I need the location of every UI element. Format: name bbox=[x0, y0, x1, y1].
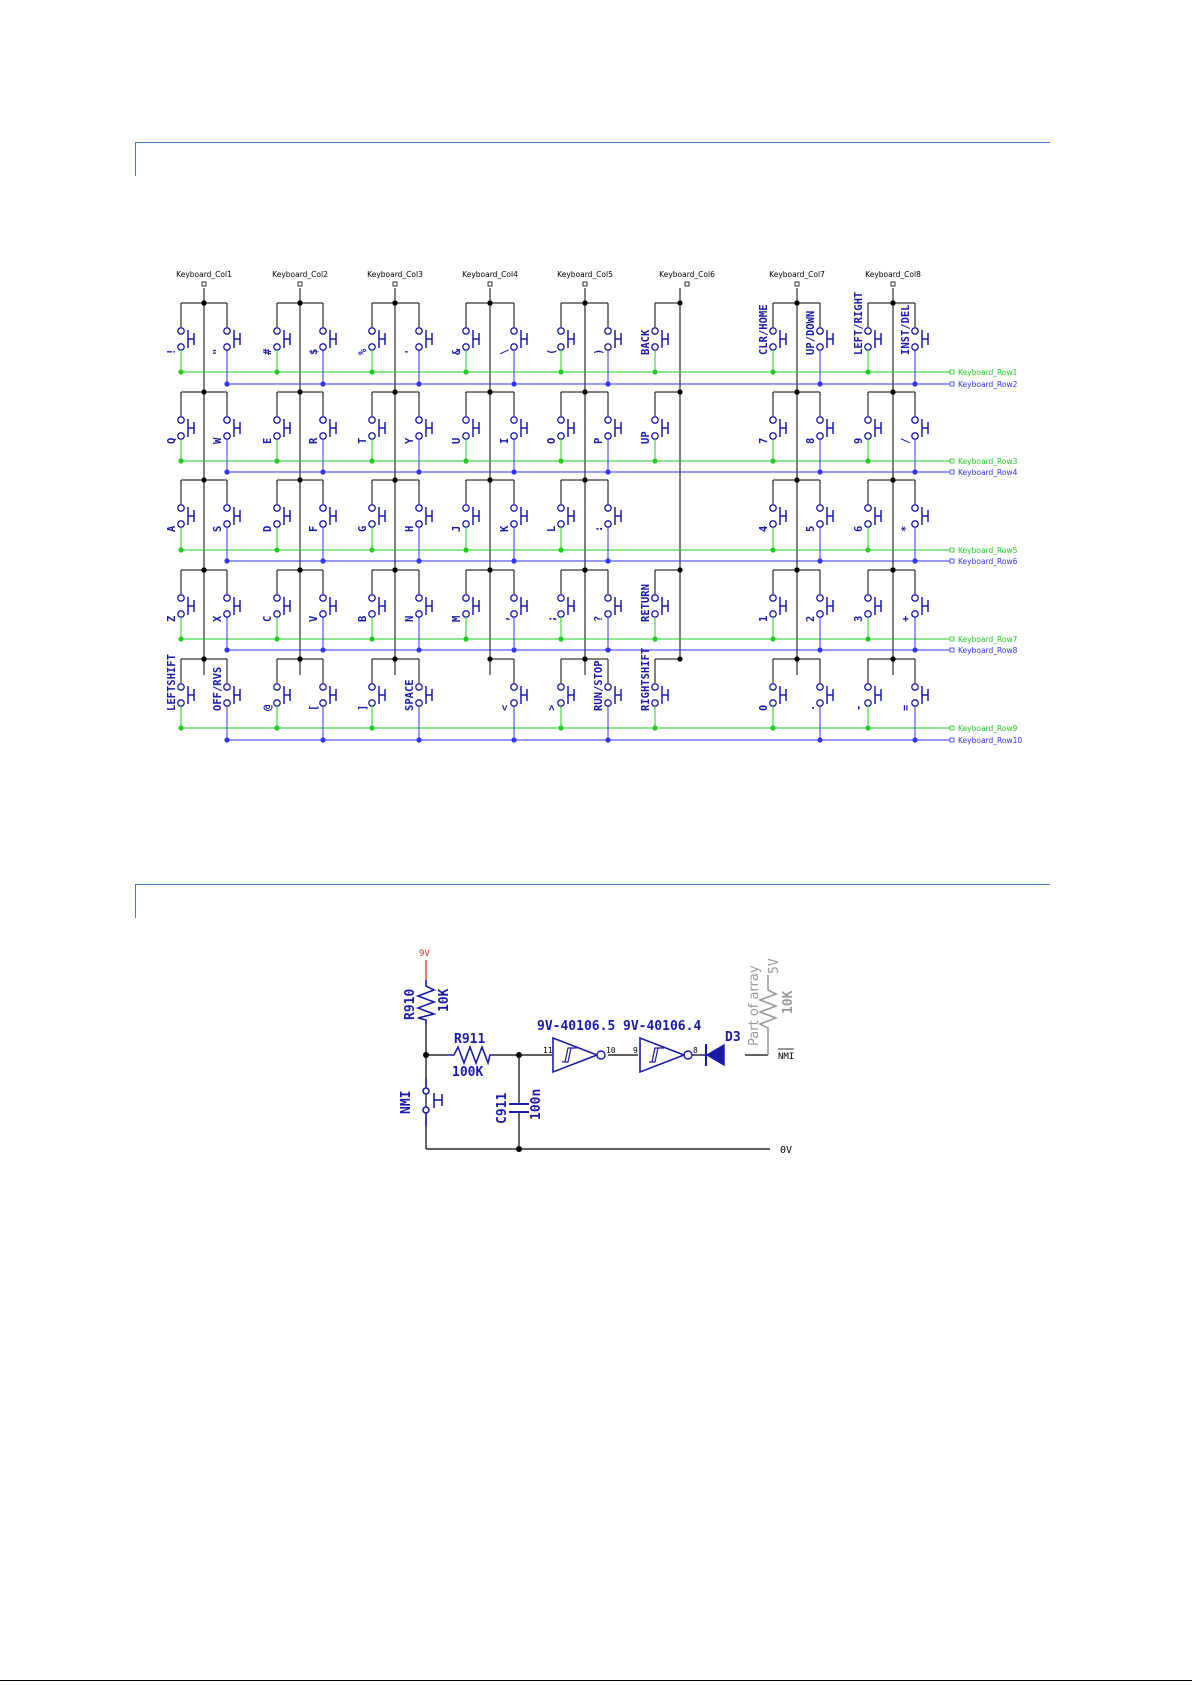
gate2-schmitt-inverter bbox=[640, 1038, 684, 1072]
key-label: 8 bbox=[805, 437, 817, 444]
key-label: O bbox=[546, 437, 558, 444]
key-label: 0 bbox=[758, 704, 770, 711]
key-label: X bbox=[212, 615, 224, 622]
key-label: OFF/RVS bbox=[212, 666, 224, 711]
key-label: & bbox=[451, 348, 463, 355]
key-label: BACK bbox=[640, 329, 652, 355]
supply-9v-label: 9V bbox=[419, 949, 430, 959]
key-label: F bbox=[308, 525, 320, 532]
row-label: Keyboard_Row4 bbox=[958, 468, 1018, 477]
key-label: ( bbox=[546, 348, 558, 355]
column-label: Keyboard_Col5 bbox=[557, 270, 613, 279]
r910-value: 10K bbox=[437, 988, 452, 1012]
key-label: 7 bbox=[758, 437, 770, 444]
key-label: \ bbox=[499, 348, 511, 355]
row-label: Keyboard_Row7 bbox=[958, 635, 1018, 644]
key-label: B bbox=[357, 615, 369, 622]
key-label: 4 bbox=[758, 525, 770, 532]
key-label: 1 bbox=[758, 615, 770, 622]
junction-dot bbox=[516, 1052, 522, 1058]
key-label: ! bbox=[166, 348, 178, 355]
ground-label: 0V bbox=[780, 1145, 793, 1156]
gate2-in-pin: 9 bbox=[633, 1046, 638, 1055]
column-label: Keyboard_Col2 bbox=[272, 270, 328, 279]
key-label: H bbox=[404, 525, 416, 532]
r910-name: R910 bbox=[403, 988, 418, 1020]
c911-value: 100n bbox=[529, 1088, 544, 1120]
row-label: Keyboard_Row6 bbox=[958, 557, 1018, 566]
key-label: INST/DEL bbox=[900, 304, 912, 355]
column-label: Keyboard_Col7 bbox=[769, 270, 825, 279]
gate1-hysteresis-symbol bbox=[562, 1048, 577, 1062]
key-label: L bbox=[546, 525, 558, 532]
row-label: Keyboard_Row1 bbox=[958, 368, 1018, 377]
d3-name: D3 bbox=[725, 1030, 741, 1045]
row-label: Keyboard_Row2 bbox=[958, 380, 1018, 389]
column-label: Keyboard_Col8 bbox=[865, 270, 921, 279]
column-label: Keyboard_Col6 bbox=[659, 270, 715, 279]
key-label: 2 bbox=[805, 615, 817, 622]
gate2-out-pin: 8 bbox=[693, 1046, 698, 1055]
key-label: 6 bbox=[853, 525, 865, 532]
key-label: T bbox=[357, 437, 369, 444]
key-label: @ bbox=[262, 704, 274, 711]
key-label: < bbox=[499, 704, 511, 711]
key-label: 3 bbox=[853, 615, 865, 622]
key-label: LEFT/RIGHT bbox=[853, 291, 865, 355]
key-label: A bbox=[166, 525, 178, 532]
key-label: J bbox=[451, 525, 463, 532]
key-label: [ bbox=[308, 704, 320, 711]
key-label: : bbox=[593, 525, 605, 532]
key-label: K bbox=[499, 525, 511, 532]
key-label: / bbox=[900, 437, 912, 444]
junction-dot bbox=[423, 1052, 429, 1058]
key-label: > bbox=[546, 704, 558, 711]
junction-dot bbox=[516, 1146, 522, 1152]
row-label: Keyboard_Row8 bbox=[958, 646, 1018, 655]
key-label: % bbox=[357, 348, 369, 355]
pullup-resistor bbox=[760, 975, 776, 1055]
key-label: ] bbox=[357, 704, 369, 711]
key-label: C bbox=[262, 615, 274, 622]
key-label: N bbox=[404, 615, 416, 622]
r911-resistor bbox=[448, 1047, 492, 1063]
key-label: D bbox=[262, 525, 274, 532]
key-label: . bbox=[805, 704, 817, 711]
row-label: Keyboard_Row9 bbox=[958, 724, 1018, 733]
gate1-name: 9V-40106.5 bbox=[537, 1019, 616, 1034]
key-label: 9 bbox=[853, 437, 865, 444]
key-label: ' bbox=[404, 348, 416, 355]
key-label: R bbox=[308, 437, 320, 444]
key-label: * bbox=[900, 525, 912, 532]
key-label: = bbox=[900, 704, 912, 711]
row-label: Keyboard_Row5 bbox=[958, 546, 1018, 555]
gate2-output-bubble bbox=[684, 1051, 692, 1059]
key-label: RUN/STOP bbox=[593, 660, 605, 711]
key-label: G bbox=[357, 525, 369, 532]
r911-value: 100K bbox=[452, 1065, 484, 1080]
key-label: $ bbox=[308, 348, 320, 355]
key-label: V bbox=[308, 615, 320, 622]
pullup-note: Part of array bbox=[747, 965, 762, 1046]
pullup-supply: 5V bbox=[767, 958, 782, 974]
key-label: , bbox=[499, 615, 511, 622]
d3-diode bbox=[700, 1044, 724, 1066]
key-label: # bbox=[262, 348, 274, 355]
key-label: " bbox=[212, 348, 224, 355]
key-label: + bbox=[900, 615, 912, 622]
key-label: Z bbox=[166, 615, 178, 622]
key-label: Q bbox=[166, 437, 178, 444]
key-label: S bbox=[212, 525, 224, 532]
nmi-switch-label: NMI bbox=[399, 1090, 414, 1114]
gate2-name: 9V-40106.4 bbox=[623, 1019, 702, 1034]
key-label: RIGHTSHIFT bbox=[640, 647, 652, 711]
gate1-output-bubble bbox=[597, 1051, 605, 1059]
row-label: Keyboard_Row3 bbox=[958, 457, 1018, 466]
pullup-value: 10K bbox=[781, 990, 796, 1014]
column-label: Keyboard_Col1 bbox=[176, 270, 232, 279]
key-label: 5 bbox=[805, 525, 817, 532]
key-label: M bbox=[451, 615, 463, 622]
r911-name: R911 bbox=[454, 1032, 486, 1047]
key-label: UP/DOWN bbox=[805, 310, 817, 355]
key-label: U bbox=[451, 437, 463, 444]
nmi-net-label: NMI bbox=[778, 1052, 795, 1062]
gate1-out-pin: 10 bbox=[606, 1046, 616, 1055]
c911-name: C911 bbox=[495, 1092, 510, 1124]
key-label: LEFTSHIFT bbox=[166, 654, 178, 711]
key-label: CLR/HOME bbox=[758, 304, 770, 355]
key-label: ) bbox=[593, 348, 605, 355]
key-label: P bbox=[593, 437, 605, 444]
gate1-schmitt-inverter bbox=[553, 1038, 597, 1072]
key-label: UP bbox=[640, 431, 652, 444]
key-label: - bbox=[853, 704, 865, 711]
key-label: ; bbox=[546, 615, 558, 622]
page-bottom-rule bbox=[0, 1680, 1192, 1681]
key-label: Y bbox=[404, 437, 416, 444]
key-label: RETURN bbox=[640, 584, 652, 622]
r910-resistor bbox=[418, 980, 434, 1024]
key-label: I bbox=[499, 437, 511, 444]
key-label: E bbox=[262, 437, 274, 444]
row-label: Keyboard_Row10 bbox=[958, 736, 1023, 745]
key-label: SPACE bbox=[404, 679, 416, 711]
gate1-in-pin: 11 bbox=[543, 1046, 553, 1055]
column-label: Keyboard_Col4 bbox=[462, 270, 518, 279]
c911-capacitor bbox=[509, 1104, 529, 1112]
key-label: W bbox=[212, 437, 224, 444]
column-label: Keyboard_Col3 bbox=[367, 270, 423, 279]
gate2-hysteresis-symbol bbox=[649, 1048, 664, 1062]
key-label: ? bbox=[593, 615, 605, 622]
